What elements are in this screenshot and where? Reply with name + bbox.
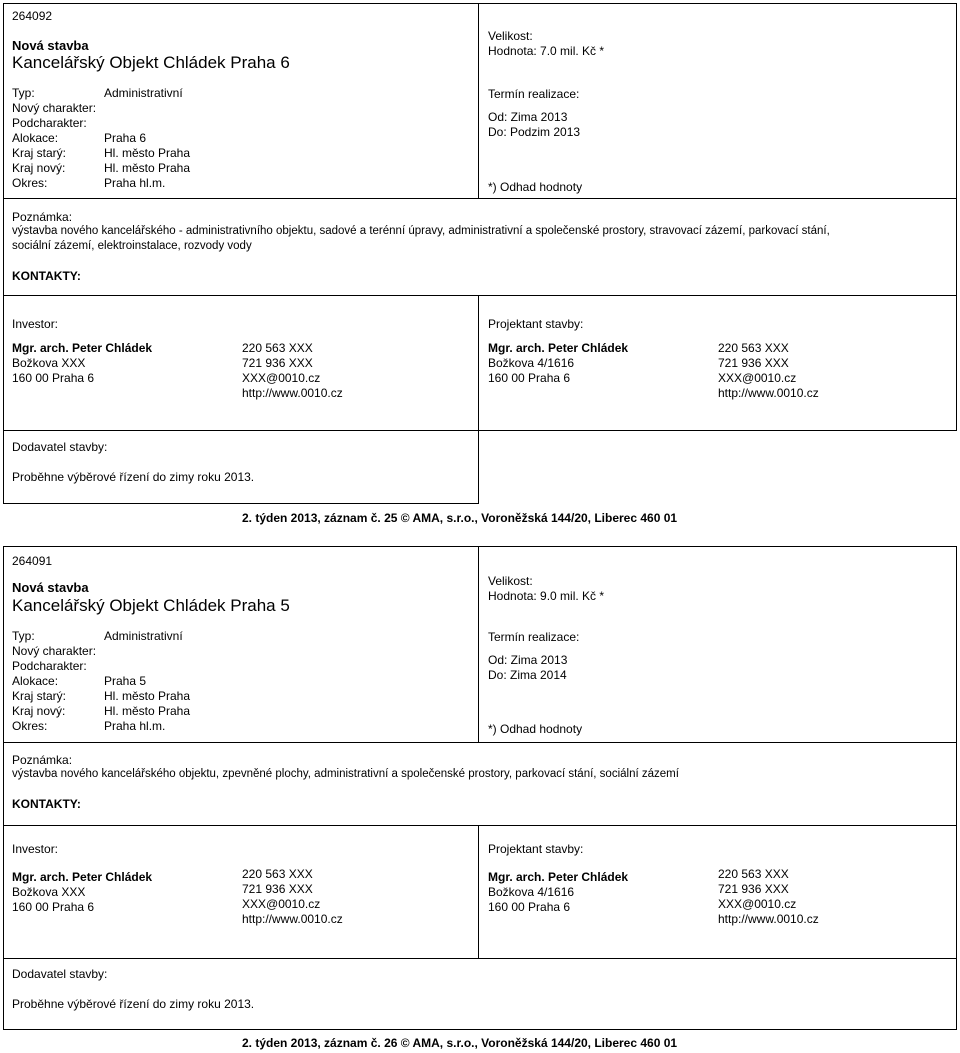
typ-value: Administrativní <box>104 629 183 643</box>
termin-label: Termín realizace: <box>488 630 580 644</box>
projektant-name: Mgr. arch. Peter Chládek <box>488 341 629 355</box>
novy-charakter-label: Nový charakter: <box>12 101 97 115</box>
termin-od: Od: Zima 2013 <box>488 653 568 667</box>
okres-value: Praha hl.m. <box>104 176 166 190</box>
kraj-stary-value: Hl. město Praha <box>104 146 191 160</box>
projektant-phone2: 721 936 XXX <box>718 356 789 370</box>
investor-email[interactable]: XXX@0010.cz <box>242 897 321 911</box>
investor-web[interactable]: http://www.0010.cz <box>242 386 343 400</box>
investor-city: 160 00 Praha 6 <box>12 900 95 914</box>
kraj-stary-label: Kraj starý: <box>12 689 67 703</box>
note-box <box>3 742 957 826</box>
odhad-note: *) Odhad hodnoty <box>488 180 583 194</box>
termin-label: Termín realizace: <box>488 87 580 101</box>
investor-city: 160 00 Praha 6 <box>12 371 95 385</box>
velikost-label: Velikost: <box>488 574 533 588</box>
typ-label: Typ: <box>12 86 35 100</box>
investor-name: Mgr. arch. Peter Chládek <box>12 870 153 884</box>
record-id: 264092 <box>12 9 53 23</box>
poznamka-text-line2: sociální zázemí, elektroinstalace, rozvody vody <box>12 240 252 252</box>
investor-street: Božkova XXX <box>12 356 86 370</box>
kraj-novy-value: Hl. město Praha <box>104 161 191 175</box>
alokace-value: Praha 6 <box>104 131 147 145</box>
kraj-novy-value: Hl. město Praha <box>104 704 191 718</box>
dodavatel-label: Dodavatel stavby: <box>12 967 108 981</box>
hodnota: Hodnota: 9.0 mil. Kč * <box>488 589 605 603</box>
kontakty-label: KONTAKTY: <box>12 797 81 811</box>
projektant-email[interactable]: XXX@0010.cz <box>718 371 797 385</box>
projektant-phone1: 220 563 XXX <box>718 341 789 355</box>
projektant-phone2: 721 936 XXX <box>718 882 789 896</box>
poznamka-text-line1: výstavba nového kancelářského - administrativního objektu, sadové a terénní úpravy, administrativní a společenské prostory, stravovací zázemí, parkovací stání, <box>12 225 830 237</box>
projektant-label: Projektant stavby: <box>488 317 584 331</box>
investor-label: Investor: <box>12 317 59 331</box>
record-title: Kancelářský Objekt Chládek Praha 5 <box>12 596 290 615</box>
okres-label: Okres: <box>12 176 48 190</box>
typ-value: Administrativní <box>104 86 183 100</box>
record-id: 264091 <box>12 554 53 568</box>
record-title: Kancelářský Objekt Chládek Praha 6 <box>12 53 290 72</box>
value-info-box <box>478 546 957 743</box>
termin-do: Do: Podzim 2013 <box>488 125 581 139</box>
okres-value: Praha hl.m. <box>104 719 166 733</box>
record-kind: Nová stavba <box>12 580 89 595</box>
investor-phone2: 721 936 XXX <box>242 356 313 370</box>
projektant-email[interactable]: XXX@0010.cz <box>718 897 797 911</box>
poznamka-label: Poznámka: <box>12 753 73 767</box>
podcharakter-label: Podcharakter: <box>12 116 87 130</box>
alokace-label: Alokace: <box>12 674 59 688</box>
projektant-phone1: 220 563 XXX <box>718 867 789 881</box>
typ-label: Typ: <box>12 629 35 643</box>
alokace-label: Alokace: <box>12 131 59 145</box>
termin-od: Od: Zima 2013 <box>488 110 568 124</box>
investor-phone1: 220 563 XXX <box>242 341 313 355</box>
poznamka-text-line1: výstavba nového kancelářského objektu, zpevněné plochy, administrativní a společenské prostory, parkovací stání, sociální zázemí <box>12 768 679 780</box>
dodavatel-box <box>3 958 957 1030</box>
velikost-label: Velikost: <box>488 29 533 43</box>
kraj-novy-label: Kraj nový: <box>12 704 66 718</box>
poznamka-label: Poznámka: <box>12 210 73 224</box>
kontakty-label: KONTAKTY: <box>12 269 81 283</box>
projektant-label: Projektant stavby: <box>488 842 584 856</box>
projektant-web[interactable]: http://www.0010.cz <box>718 912 819 926</box>
kraj-stary-value: Hl. město Praha <box>104 689 191 703</box>
investor-phone1: 220 563 XXX <box>242 867 313 881</box>
record-footer: 2. týden 2013, záznam č. 26 © AMA, s.r.o., Voroněžská 144/20, Liberec 460 01 <box>242 1036 678 1050</box>
projektant-name: Mgr. arch. Peter Chládek <box>488 870 629 884</box>
novy-charakter-label: Nový charakter: <box>12 644 97 658</box>
dodavatel-text: Proběhne výběrové řízení do zimy roku 2013. <box>12 997 255 1011</box>
projektant-city: 160 00 Praha 6 <box>488 900 571 914</box>
termin-do: Do: Zima 2014 <box>488 668 567 682</box>
record-kind: Nová stavba <box>12 38 89 53</box>
alokace-value: Praha 5 <box>104 674 147 688</box>
projektant-street: Božkova 4/1616 <box>488 885 575 899</box>
investor-street: Božkova XXX <box>12 885 86 899</box>
investor-phone2: 721 936 XXX <box>242 882 313 896</box>
investor-web[interactable]: http://www.0010.cz <box>242 912 343 926</box>
investor-name: Mgr. arch. Peter Chládek <box>12 341 153 355</box>
kraj-stary-label: Kraj starý: <box>12 146 67 160</box>
investor-email[interactable]: XXX@0010.cz <box>242 371 321 385</box>
dodavatel-text: Proběhne výběrové řízení do zimy roku 2013. <box>12 470 255 484</box>
dodavatel-label: Dodavatel stavby: <box>12 440 108 454</box>
kraj-novy-label: Kraj nový: <box>12 161 66 175</box>
okres-label: Okres: <box>12 719 48 733</box>
value-info-box <box>478 3 957 199</box>
podcharakter-label: Podcharakter: <box>12 659 87 673</box>
investor-label: Investor: <box>12 842 59 856</box>
odhad-note: *) Odhad hodnoty <box>488 722 583 736</box>
record-footer: 2. týden 2013, záznam č. 25 © AMA, s.r.o., Voroněžská 144/20, Liberec 460 01 <box>242 511 678 525</box>
projektant-city: 160 00 Praha 6 <box>488 371 571 385</box>
hodnota: Hodnota: 7.0 mil. Kč * <box>488 44 605 58</box>
projektant-web[interactable]: http://www.0010.cz <box>718 386 819 400</box>
projektant-street: Božkova 4/1616 <box>488 356 575 370</box>
